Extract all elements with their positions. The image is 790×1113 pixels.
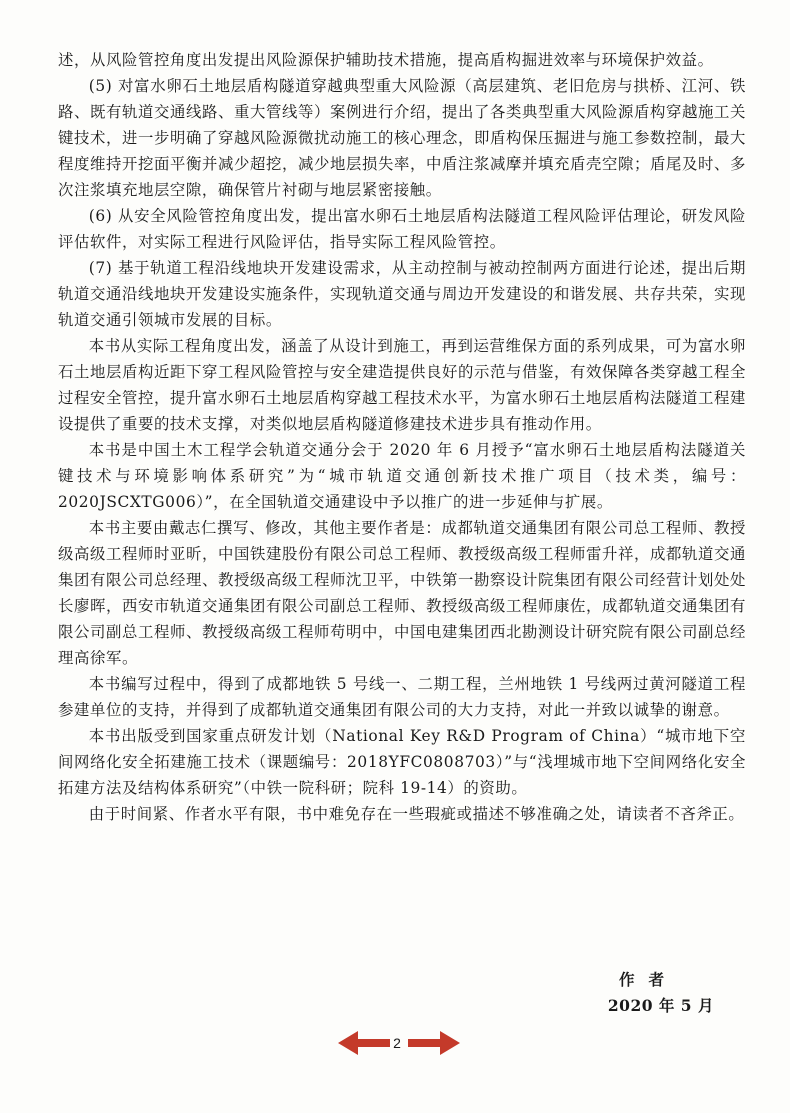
page-number: 2 [393, 1035, 401, 1051]
previous-page-arrow-icon[interactable] [338, 1029, 390, 1057]
paragraph-7: 本书编写过程中，得到了成都地铁 5 号线一、二期工程，兰州地铁 1 号线两过黄河隧道工程参建单位的支持，并得到了成都轨道交通集团有限公司的大力支持，对此一并致以诚挚的谢意。 [58, 675, 746, 719]
footer-navigation [330, 1025, 460, 1065]
preface-body [58, 47, 746, 827]
paragraph-6: 本书主要由戴志仁撰写、修改，其他主要作者是：成都轨道交通集团有限公司总工程师、教授级高级工程师时亚昕，中国铁建股份有限公司总工程师、教授级高级工程师雷升祥，成都轨道交通集团有限公司总经理、教授级高级工程师沈卫平，中铁第一勘察设计院集团有限公司经营计划处处长廖晖，西安市轨道交通集团有限公司副总工程师、教授级高级工程师康佐，成都轨道交通集团有限公司副总工程师、教授级高级工程师苟明中，中国电建集团西北勘测设计研究院有限公司副总经理高徐军。 [58, 519, 746, 667]
paragraph-8: 本书出版受到国家重点研发计划（National Key R&D Program of China）“城市地下空间网络化安全拓建施工技术（课题编号：2018YFC0808703）”与“浅埋城市地下空间网络化安全拓建方法及结构体系研究”（中铁一院科研；院科 19-14）的资助。 [58, 727, 746, 797]
page-footer [0, 1025, 790, 1065]
paragraph-4: 本书从实际工程角度出发，涵盖了从设计到施工，再到运营维保方面的系列成果，可为富水卵石土地层盾构近距下穿工程风险管控与安全建造提供良好的示范与借鉴，有效保障各类穿越工程全过程安全管控，提升富水卵石土地层盾构穿越工程技术水平，为富水卵石土地层盾构法隧道工程建设提供了重要的技术支撑，对类似地层盾构隧道修建技术进步具有推动作用。 [58, 337, 746, 433]
signature-author: 作者 [618, 970, 678, 989]
paragraph-0: 述，从风险管控角度出发提出风险源保护辅助技术措施，提高盾构掘进效率与环境保护效益。 [58, 51, 714, 69]
paragraph-3: (7) 基于轨道工程沿线地块开发建设需求，从主动控制与被动控制两方面进行论述，提出后期轨道交通沿线地块开发建设实施条件，实现轨道交通与周边开发建设的和谐发展、共存共荣，实现轨道交通引领城市发展的目标。 [58, 259, 746, 329]
paragraph-5: 本书是中国土木工程学会轨道交通分会于 2020 年 6 月授予“富水卵石土地层盾构法隧道关键技术与环境影响体系研究”为“城市轨道交通创新技术推广项目（技术类，编号：2020JSCXTG006）”，在全国轨道交通建设中予以推广的进一步延伸与扩展。 [58, 441, 746, 511]
paragraph-9: 由于时间紧、作者水平有限，书中难免存在一些瑕疵或描述不够准确之处，请读者不吝斧正。 [88, 805, 745, 823]
signature-date: 2020 年 5 月 [607, 996, 714, 1015]
next-page-arrow-icon[interactable] [408, 1029, 460, 1057]
paragraph-2: (6) 从安全风险管控角度出发，提出富水卵石土地层盾构法隧道工程风险评估理论，研发风险评估软件，对实际工程进行风险评估，指导实际工程风险管控。 [58, 207, 746, 251]
signature-block [554, 967, 714, 1019]
paragraph-1: (5) 对富水卵石土地层盾构隧道穿越典型重大风险源（高层建筑、老旧危房与拱桥、江河、铁路、既有轨道交通线路、重大管线等）案例进行介绍，提出了各类典型重大风险源盾构穿越施工关键技术，进一步明确了穿越风险源微扰动施工的核心理念，即盾构保压掘进与施工参数控制，最大程度维持开挖面平衡并减少超挖，减少地层损失率，中盾注浆减摩并填充盾壳空隙；盾尾及时、多次注浆填充地层空隙，确保管片衬砌与地层紧密接触。 [58, 77, 746, 199]
